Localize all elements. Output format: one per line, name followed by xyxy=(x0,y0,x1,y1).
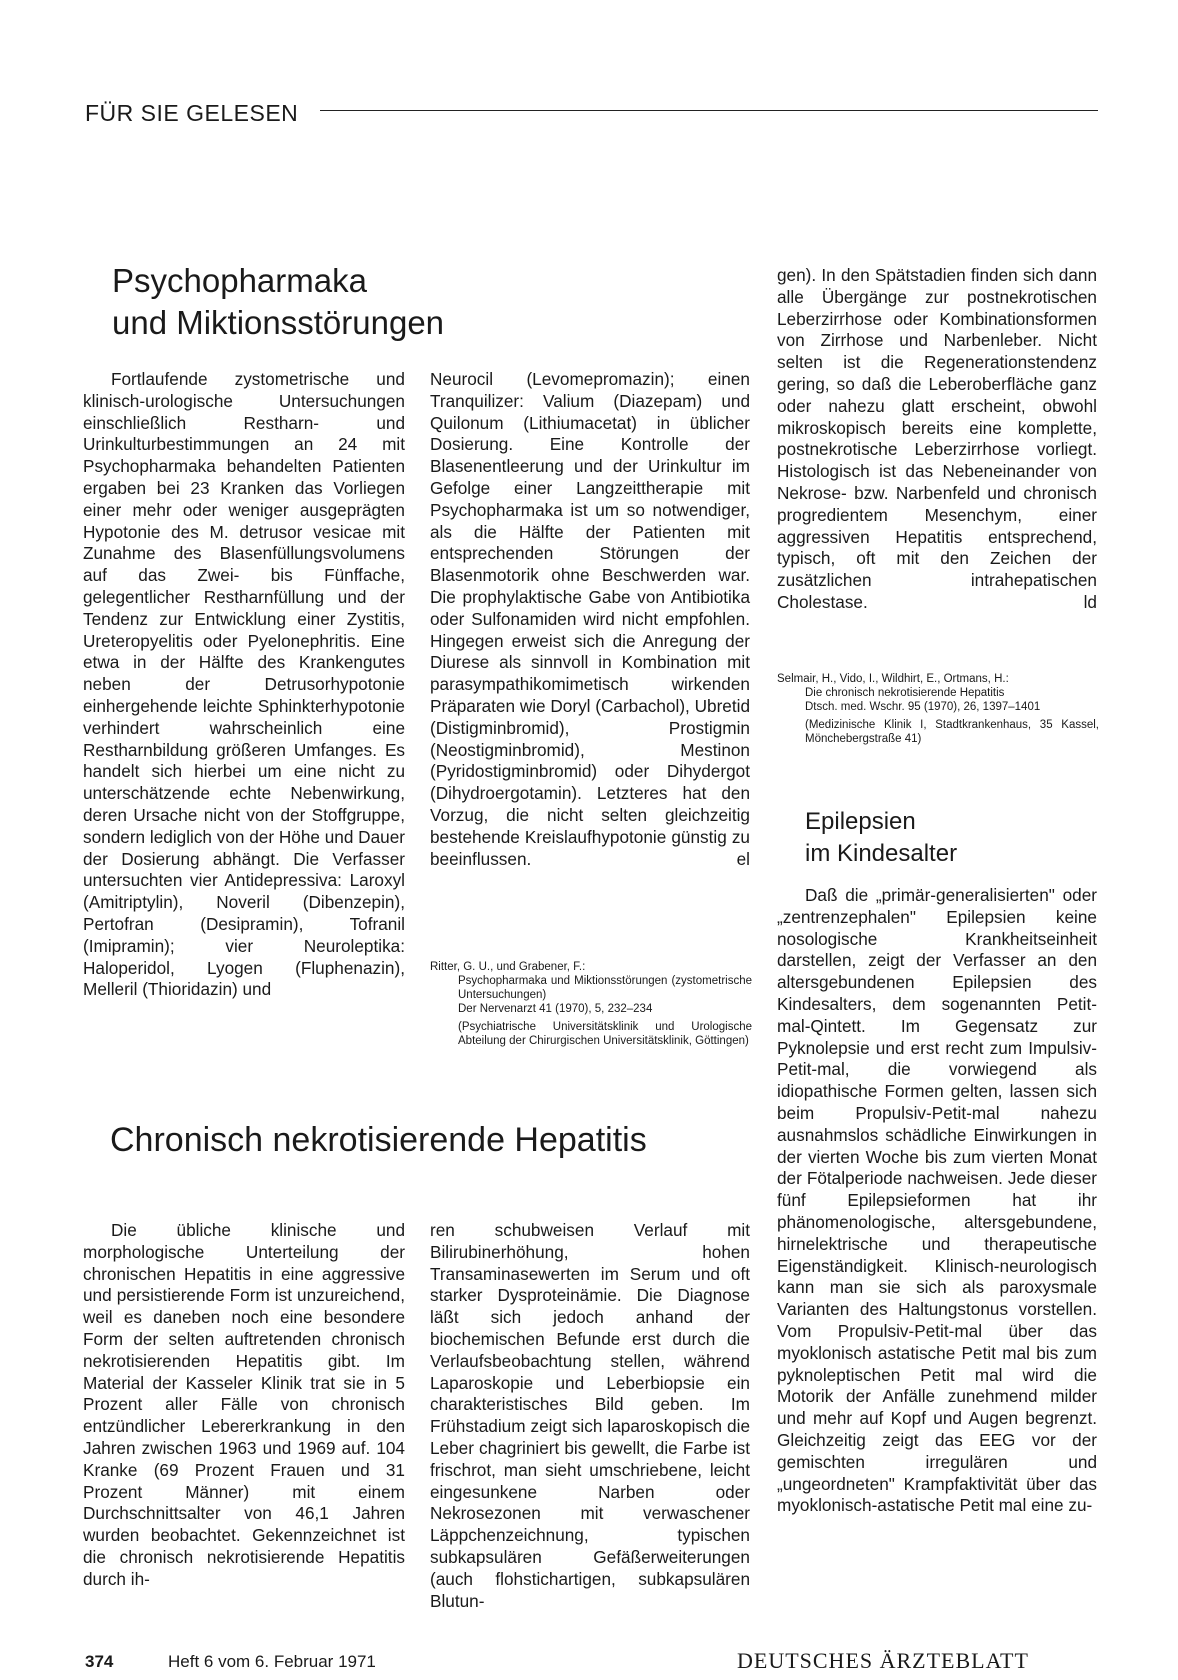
article2-paragraph3 xyxy=(777,265,1097,614)
article2-column2 xyxy=(430,1220,750,1612)
article2-paragraph2: ren schubweisen Verlauf mit Bilirubinerhöhung, hohen Transaminasewerten im Serum und oft starker Dysproteinämie. Die Diagnose läßt sich jedoch anhand der biochemischen Befunde erst durch die Verlaufsbeobachtung stellen, während Laparoskopie und Leberbiopsie ein charakteristisches Bild geben. Im Frühstadium zeigt sich laparoskopisch die Leber chagriniert bis gewellt, die Farbe ist frischrot, man sieht umschriebene, leicht eingesunkene Narben oder Nekrosezonen mit verwaschener Läppchenzeichnung, typischen subkapsulären Gefäßerweiterungen (auch flohstichartigen, subkapsulären Blutun- xyxy=(430,1220,750,1611)
article1-column1 xyxy=(83,369,405,1001)
article1-ref-authors: Ritter, G. U., und Grabener, F.: xyxy=(430,961,586,973)
article2-column3 xyxy=(777,265,1097,614)
article1-title xyxy=(112,260,444,344)
article1-ref-journal: Der Nervenarzt 41 (1970), 5, 232–234 xyxy=(458,1003,653,1015)
article1-paragraph2-text: Neurocil (Levomepromazin); einen Tranquilizer: Valium (Diazepam) und Quilonum (Lithiumacetat) in üblicher Dosierung. Eine Kontrolle der Blasenentleerung und der Urinkultur im Gefolge einer Langzeittherapie mit Psychopharmaka ist um so notwendiger, als die Hälfte der Patienten mit entsprechenden Störungen der Blasenmotorik ohne Beschwerden war. Die prophylaktische Gabe von Antibiotika oder Sulfonamiden wird nicht empfohlen. Hingegen erweist sich die Anregung der Diurese als sinnvoll in Kombination mit parasympathikomimetisch wirkenden Präparaten wie Doryl (Carbachol), Ubretid (Distigminbromid), Prostigmin (Neostigminbromid), Mestinon (Pyridostigminbromid) oder Dihydergot (Dihydroergotamin). Letzteres hat den Vorzug, die nicht selten gleichzeitig bestehende Kreislaufhypotonie günstig zu beeinflussen. xyxy=(430,369,751,869)
article1-title-line1: Psychopharmaka xyxy=(112,262,367,299)
article3-title xyxy=(805,806,957,870)
article3-column3 xyxy=(777,885,1097,1517)
issue-info: Heft 6 vom 6. Februar 1971 xyxy=(168,1652,376,1671)
article2-ref-title: Die chronisch nekrotisierende Hepatitis xyxy=(805,687,1005,699)
section-label: FÜR SIE GELESEN xyxy=(85,100,299,126)
article1-column2 xyxy=(430,369,750,870)
article1-title-line2: und Miktionsstörungen xyxy=(112,304,445,341)
article3-paragraph1: Daß die „primär-generalisierten" oder „zentrenzephalen" Epilepsien keine nosologische Krankheitseinheit darstellen, zeigt der Verfasser an den altersgebundenen Epilepsien des Kindesalters, dem sogenannten Petit-mal-Qintett. Im Gegensatz zur Pyknolepsie und erst recht zum Impulsiv-Petit-mal, die vorwiegend als idiopathische Formen gelten, lassen sich beim Propulsiv-Petit-mal nahezu ausnahmslos schädliche Einwirkungen in der vierten Woche bis zum vierten Monat der Fötalperiode nachweisen. Jede dieser fünf Epilepsieformen hat ihr phänomenologische, altersgebundene, hirnelektrische und therapeutische Eigenständigkeit. Klinisch-neurologisch kann man sie sich als paroxysmale Varianten des Haltungstonus vorstellen. Vom Propulsiv-Petit-mal über das myoklonisch astatische Petit mal bis zum pyknoleptischen Petit mal wird die Motorik der Anfälle zunehmend milder und mehr auf Kopf und Augen begrenzt. Gleichzeitig zeigt das EEG vor der gemischten irregulären und „ungeordneten" Krampfaktivität über das myoklonisch-astatische Petit mal eine zu- xyxy=(777,885,1097,1516)
article3-title-line2: im Kindesalter xyxy=(805,840,958,867)
article1-paragraph2 xyxy=(430,369,750,870)
article2-initials: ld xyxy=(1083,591,1097,612)
page-number: 374 xyxy=(85,1652,114,1671)
article3-title-line1: Epilepsien xyxy=(805,808,916,835)
article1-ref-affiliation: (Psychiatrische Universitätsklinik und Urologische Abteilung der Chirurgischen Universitätsklinik, Göttingen) xyxy=(458,1021,752,1047)
article2-reference xyxy=(777,672,1099,746)
article2-title: Chronisch nekrotisierende Hepatitis xyxy=(110,1121,647,1159)
article2-column1 xyxy=(83,1220,405,1591)
journal-name: DEUTSCHES ÄRZTEBLATT xyxy=(737,1648,1029,1673)
article2-ref-authors: Selmair, H., Vido, I., Wildhirt, E., Ortmans, H.: xyxy=(777,673,1009,685)
article2-ref-journal: Dtsch. med. Wschr. 95 (1970), 26, 1397–1401 xyxy=(805,701,1041,713)
header-rule xyxy=(320,110,1098,111)
article2-paragraph3-text: gen). In den Spätstadien finden sich dann alle Übergänge zur postnekrotischen Leberzirrhose oder Kombinationsformen von Zirrhose und Narbenleber. Nicht selten ist die Regenerationstendenz gering, so daß die Leberoberfläche ganz oder nahezu glatt erscheint, obwohl mikroskopisch bereits eine komplette, postnekrotische Leberzirrhose vorliegt. Histologisch ist das Nebeneinander von Nekrose- bzw. Narbenfeld und chronisch progredientem Mesenchym, einer aggressiven Hepatitis entsprechend, typisch, oft mit den Zeichen der zusätzlichen intrahepatischen Cholestase. xyxy=(777,265,1097,612)
article1-initials: el xyxy=(736,848,750,869)
article2-paragraph1: Die übliche klinische und morphologische Unterteilung der chronischen Hepatitis in eine aggressive und persistierende Form ist unzureichend, weil es daneben noch eine besondere Form der selten auftretenden chronisch nekrotisierenden Hepatitis gibt. Im Material der Kasseler Klinik trat sie in 5 Prozent aller Fälle von chronisch entzündlicher Lebererkrankung in den Jahren zwischen 1963 und 1969 auf. 104 Kranke (69 Prozent Frauen und 31 Prozent Männer) mit einem Durchschnittsalter von 46,1 Jahren wurden beobachtet. Gekennzeichnet ist die chronisch nekrotisierende Hepatitis durch ih- xyxy=(83,1220,405,1589)
article1-ref-title: Psychopharmaka und Miktionsstörungen (zystometrische Untersuchungen) xyxy=(458,975,752,1001)
article2-ref-affiliation: (Medizinische Klinik I, Stadtkrankenhaus, 35 Kassel, Mönchebergstraße 41) xyxy=(805,719,1099,745)
article1-reference xyxy=(430,960,752,1048)
article1-paragraph1: Fortlaufende zystometrische und klinisch-urologische Untersuchungen einschließlich Restharn- und Urinkulturbestimmungen an 24 mit Psychopharmaka behandelten Patienten ergaben bei 23 Kranken das Vorliegen einer mehr oder weniger ausgeprägten Hypotonie des M. detrusor vesicae mit Zunahme des Blasenfüllungsvolumens auf das Zwei- bis Fünffache, gelegentlicher Restharnfüllung und der Tendenz zur Entwicklung einer Zystitis, Ureteropyelitis oder Pyelonephritis. Eine etwa in der Hälfte des Krankengutes neben der Detrusorhypotonie einhergehende leichte Sphinkterhypotonie verhindert wahrscheinlich eine Restharnbildung größeren Umfanges. Es handelt sich hierbei um eine nicht zu unterschätzende echte Nebenwirkung, deren Ursache nicht von der Stoffgruppe, sondern lediglich von der Höhe und Dauer der Dosierung abhängt. Die Verfasser untersuchten vier Antidepressiva: Laroxyl (Amitriptylin), Noveril (Dibenzepin), Pertofran (Desipramin), Tofranil (Imipramin); vier Neuroleptika: Haloperidol, Lyogen (Fluphenazin), Melleril (Thioridazin) und xyxy=(83,369,405,1000)
